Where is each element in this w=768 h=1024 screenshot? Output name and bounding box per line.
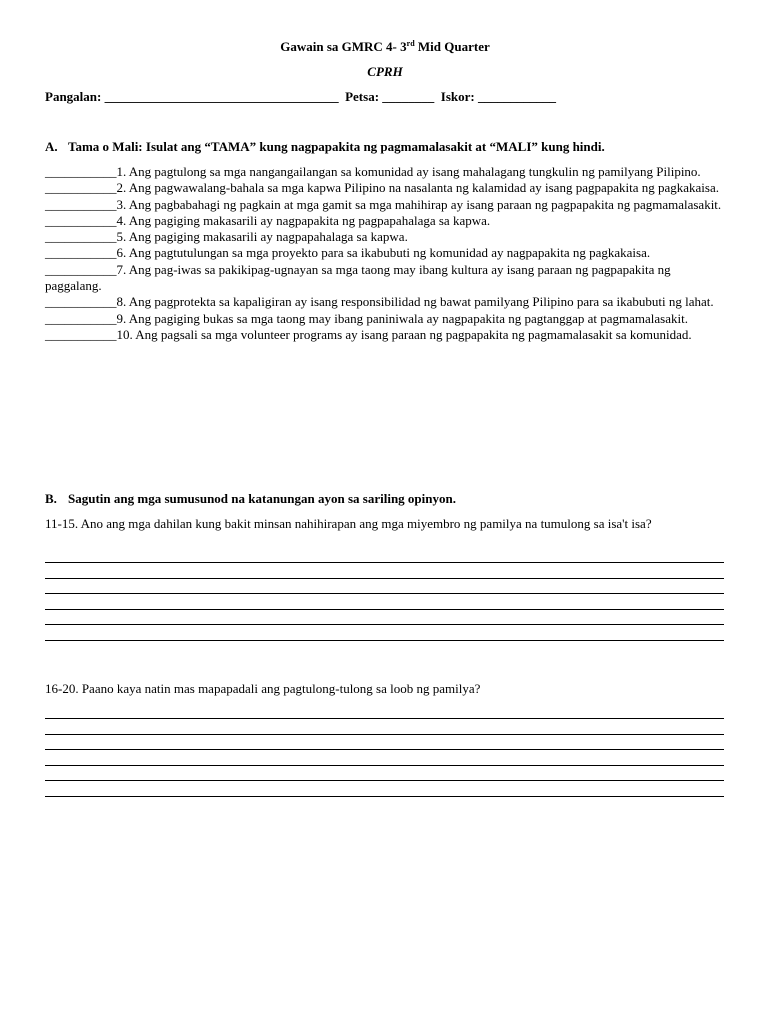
- title-end: Mid Quarter: [414, 39, 490, 54]
- answer-lines-11-15: [45, 562, 724, 656]
- true-false-item: ___________7. Ang pag-iwas sa pakikipag-ugnayan sa mga taong may ibang kultura ay isang paraan ng pagpapakita ng paggalang.: [45, 261, 671, 294]
- true-false-item: ___________3. Ang pagbabahagi ng pagkain at mga gamit sa mga mahihirap ay isang paraan ng pagpapakita ng pagmamalasakit.: [45, 196, 722, 212]
- true-false-item: ___________2. Ang pagwawalang-bahala sa mga kapwa Pilipino na nasalanta ng kalamidad ay isang pagpapakita ng pagkakaisa.: [45, 180, 720, 196]
- true-false-item: ___________9. Ang pagiging bukas sa mga taong may ibang paniniwala ay nagpapakita ng pagtanggap at pagmamalasakit.: [45, 310, 688, 326]
- student-info-line: Pangalan: ____________________________________ Petsa: ________ Iskor: ____________: [45, 89, 556, 104]
- true-false-item: ___________1. Ang pagtulong sa mga nangangailangan sa komunidad ay isang mahalagang tungkulin ng pamilyang Pilipino.: [45, 164, 701, 179]
- answer-line: [45, 593, 724, 609]
- school-name: CPRH: [367, 64, 403, 79]
- answer-line: [45, 578, 724, 594]
- answer-line: [45, 624, 724, 640]
- answer-line: [45, 718, 724, 734]
- answer-line: [45, 749, 724, 765]
- title-main: Gawain sa GMRC 4- 3: [280, 39, 407, 54]
- section-a-letter: A.: [45, 139, 58, 154]
- true-false-item: ___________10. Ang pagsali sa mga volunteer programs ay isang paraan ng pagpapakita ng pagmamalasakit sa komunidad.: [45, 326, 692, 342]
- answer-line: [45, 640, 724, 656]
- answer-line: [45, 562, 724, 578]
- section-b-letter: B.: [45, 491, 57, 506]
- answer-lines-16-20: [45, 718, 724, 812]
- section-a-heading: [45, 139, 725, 155]
- true-false-list: [45, 164, 725, 343]
- section-b-heading: [45, 491, 725, 507]
- section-a-instruction: Tama o Mali: Isulat ang “TAMA” kung nagpapakita ng pagmamalasakit at “MALI” kung hindi.: [68, 139, 605, 154]
- true-false-item: ___________4. Ang pagiging makasarili ay nagpapakita ng pagpapahalaga sa kapwa.: [45, 212, 491, 228]
- question-16-20: 16-20. Paano kaya natin mas mapapadali ang pagtulong-tulong sa loob ng pamilya?: [45, 681, 481, 696]
- question-11-15: 11-15. Ano ang mga dahilan kung bakit minsan nahihirapan ang mga miyembro ng pamilya na tumulong sa isa't isa?: [45, 516, 652, 531]
- true-false-item: ___________8. Ang pagprotekta sa kapaligiran ay isang responsibilidad ng bawat pamilyang Pilipino para sa ikabubuti ng lahat.: [45, 294, 714, 310]
- worksheet-title: [45, 39, 725, 55]
- title-superscript: rd: [406, 39, 415, 48]
- answer-line: [45, 796, 724, 812]
- answer-line: [45, 780, 724, 796]
- answer-line: [45, 609, 724, 625]
- answer-line: [45, 765, 724, 781]
- true-false-item: ___________5. Ang pagiging makasarili ay nagpapahalaga sa kapwa.: [45, 229, 408, 245]
- true-false-item: ___________6. Ang pagtutulungan sa mga proyekto para sa ikabubuti ng komunidad ay nagpapakita ng pagkakaisa.: [45, 245, 651, 261]
- answer-line: [45, 734, 724, 750]
- section-b-instruction: Sagutin ang mga sumusunod na katanungan ayon sa sariling opinyon.: [68, 491, 456, 506]
